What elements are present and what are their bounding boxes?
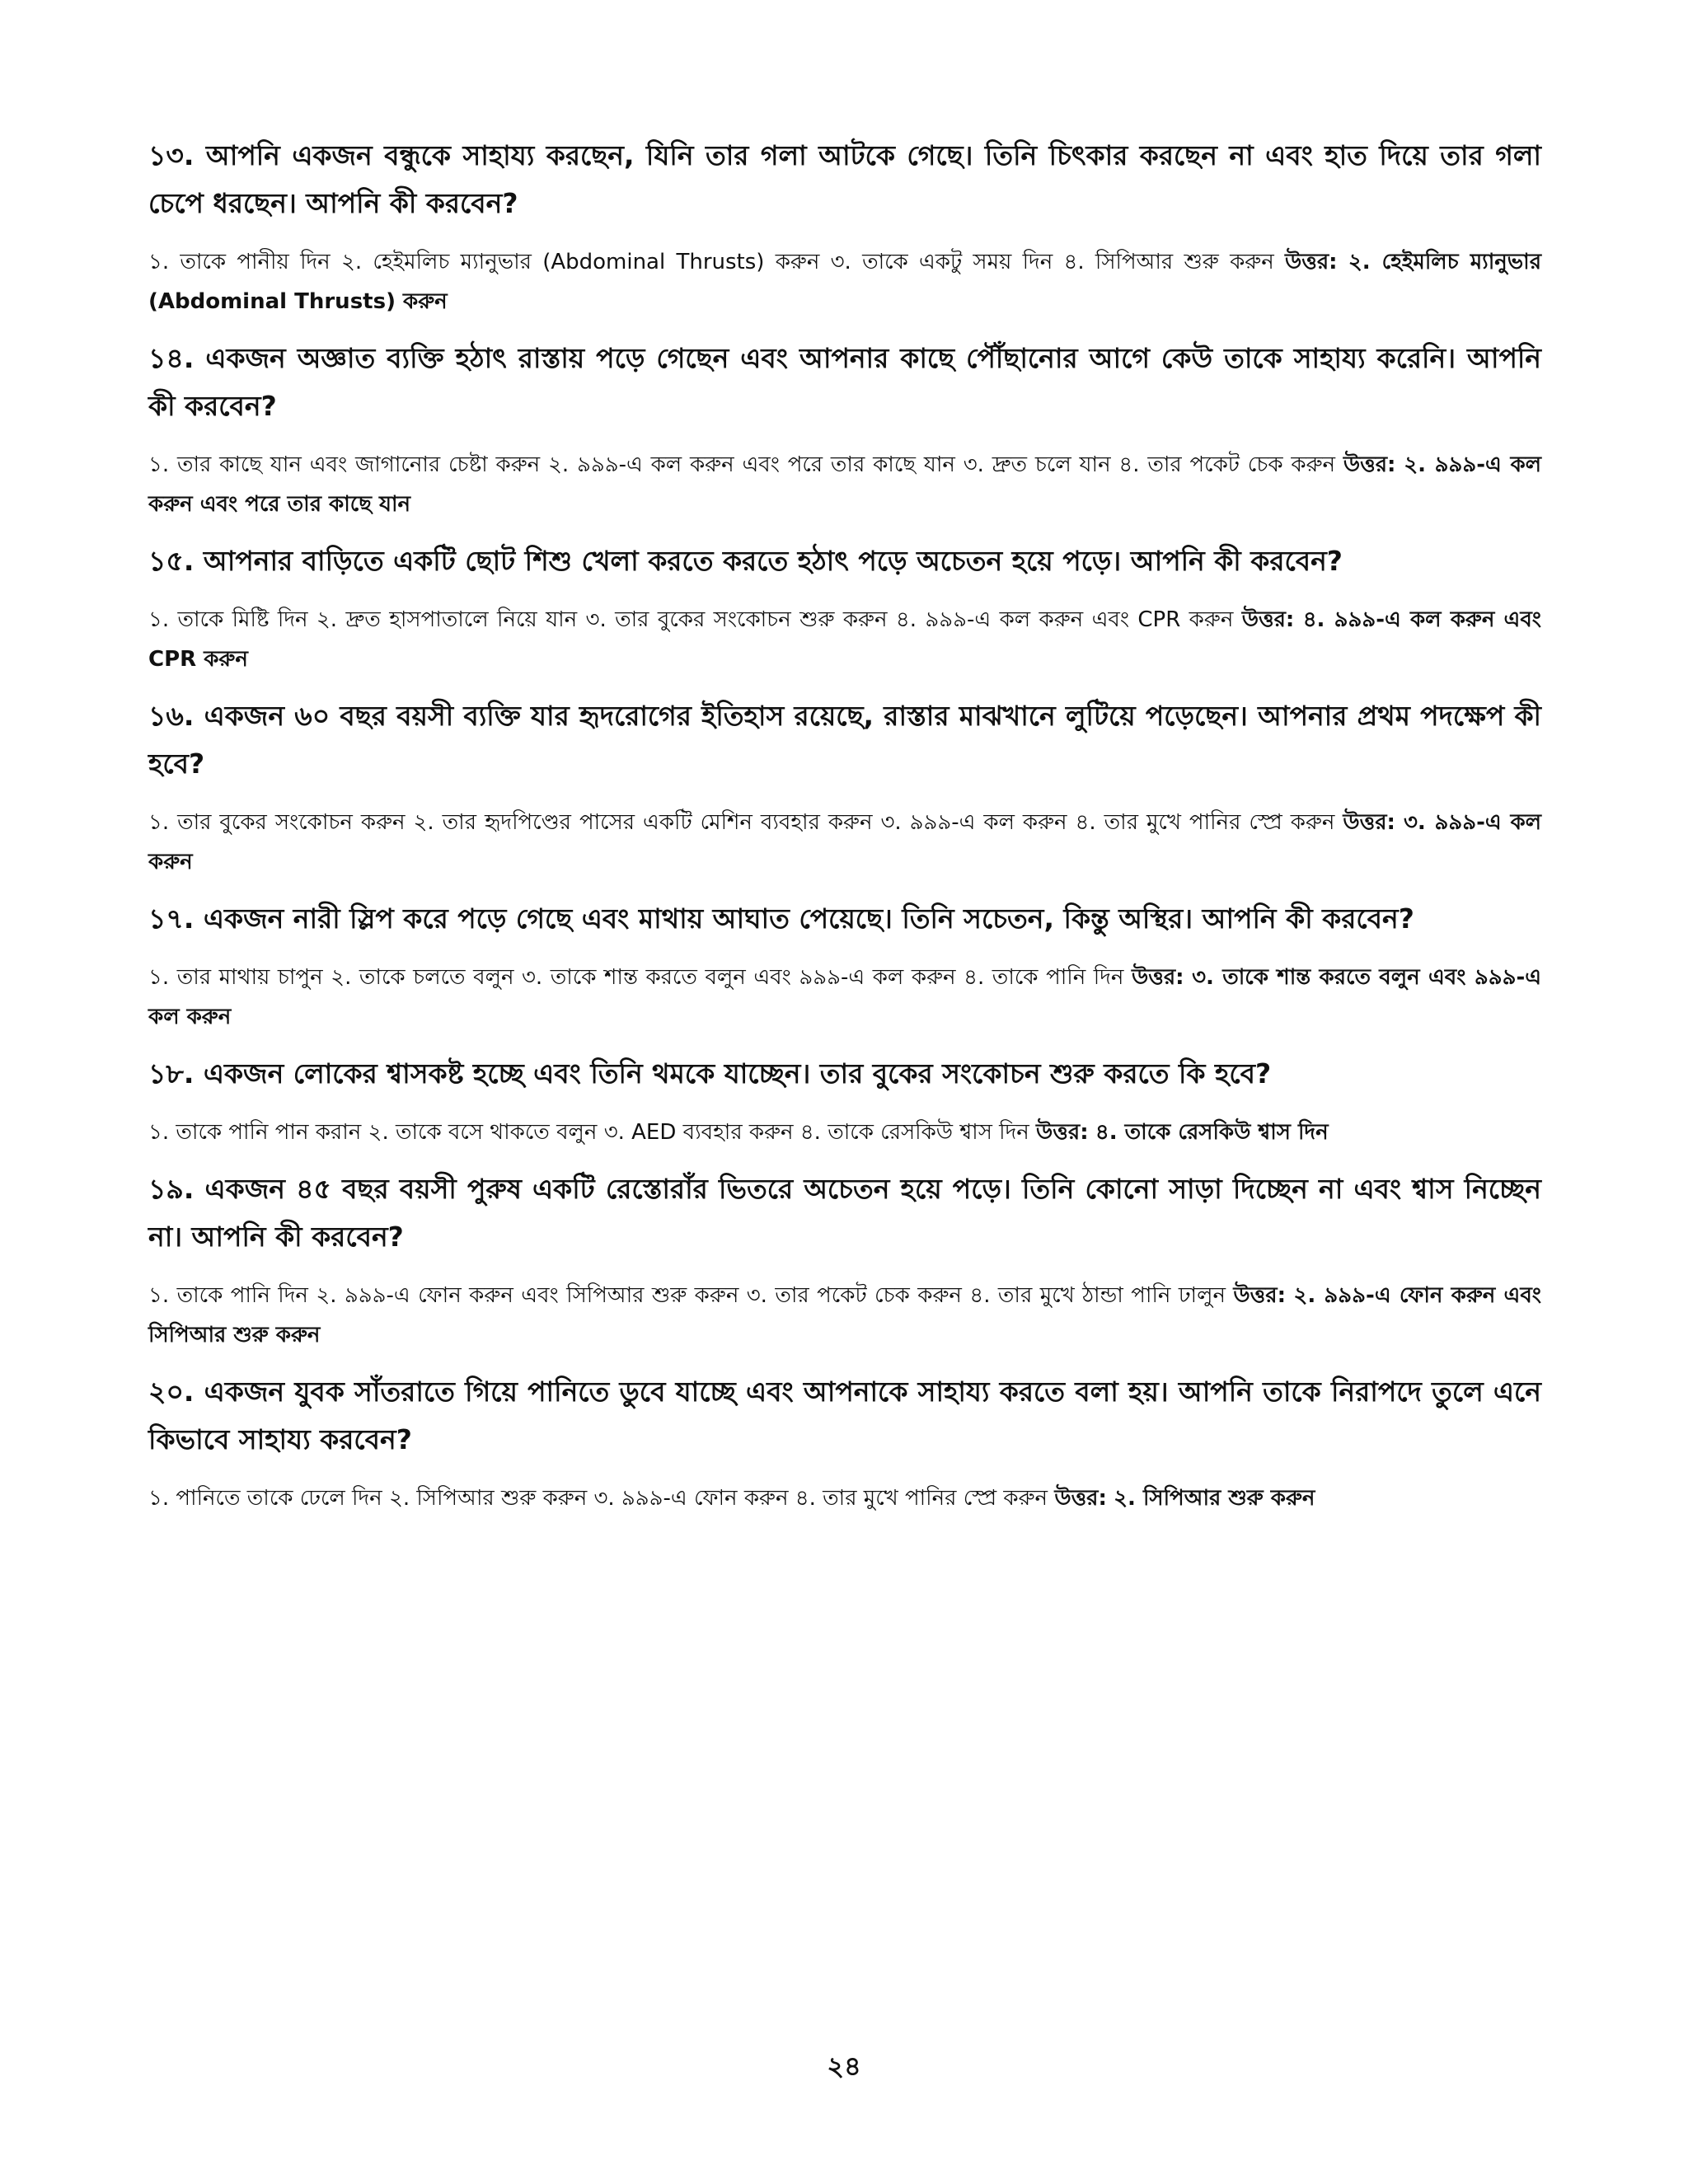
- answer-text: ২. ৯৯৯-এ কল করুন এবং পরে তার কাছে যান: [148, 452, 1542, 517]
- question-item-15: [148, 537, 1541, 679]
- answer-label: উত্তর:: [1285, 250, 1338, 274]
- answer-text: ২. সিপিআর শুরু করুন: [1114, 1486, 1315, 1511]
- answer-text: ৪. ৯৯৯-এ কল করুন এবং CPR করুন: [148, 607, 1541, 672]
- options-list: ১. তাকে মিষ্টি দিন ২. দ্রুত হাসপাতালে নিয়ে যান ৩. তার বুকের সংকোচন শুরু করুন ৪. ৯৯৯-এ কল করুন এবং CPR করুন: [148, 607, 1234, 632]
- question-text: ১৬. একজন ৬০ বছর বয়সী ব্যক্তি যার হৃদরোগের ইতিহাস রয়েছে, রাস্তার মাঝখানে লুটিয়ে পড়েছেন। আপনার প্রথম পদক্ষেপ কী হবে?: [148, 700, 1541, 780]
- answer-label: উত্তর:: [1241, 607, 1295, 632]
- answer-text: ৩. তাকে শান্ত করতে বলুন এবং ৯৯৯-এ কল করুন: [148, 965, 1542, 1029]
- answer-label: উত্তর:: [1131, 965, 1184, 990]
- question-item-17: [148, 895, 1541, 1037]
- question-text: ১৭. একজন নারী স্লিপ করে পড়ে গেছে এবং মাথায় আঘাত পেয়েছে। তিনি সচেতন, কিন্তু অস্থির। আপনি কী করবেন?: [148, 902, 1414, 935]
- options-text: [148, 1479, 1541, 1518]
- answer-text: ২. ৯৯৯-এ ফোন করুন এবং সিপিআর শুরু করুন: [148, 1283, 1541, 1347]
- options-list: ১. তাকে পানি পান করান ২. তাকে বসে থাকতে বলুন ৩. AED ব্যবহার করুন ৪. তাকে রেসকিউ শ্বাস দিন: [148, 1120, 1029, 1145]
- question-text: ১৯. একজন ৪৫ বছর বয়সী পুরুষ একটি রেস্তোরাঁর ভিতরে অচেতন হয়ে পড়ে। তিনি কোনো সাড়া দিচ্ছেন না এবং শ্বাস নিচ্ছেন না। আপনি কী করবেন?: [148, 1173, 1541, 1253]
- answer-text: ৪. তাকে রেসকিউ শ্বাস দিন: [1095, 1120, 1329, 1145]
- question-text: ১৩. আপনি একজন বন্ধুকে সাহায্য করছেন, যিনি তার গলা আটকে গেছে। তিনি চিৎকার করছেন না এবং হাত দিয়ে তার গলা চেপে ধরছেন। আপনি কী করবেন?: [148, 139, 1541, 219]
- question-item-16: [148, 692, 1541, 882]
- options-text: [148, 600, 1541, 679]
- options-list: ১. তার কাছে যান এবং জাগানোর চেষ্টা করুন ২. ৯৯৯-এ কল করুন এবং পরে তার কাছে যান ৩. দ্রুত চলে যান ৪. তার পকেট চেক করুন: [148, 452, 1336, 477]
- answer-text: ২. হেইমলিচ ম্যানুভার (Abdominal Thrusts) করুন: [148, 250, 1541, 314]
- question-list: [148, 132, 1541, 1531]
- options-text: [148, 958, 1541, 1037]
- page-number: ২৪: [827, 2050, 861, 2082]
- options-list: ১. তাকে পানি দিন ২. ৯৯৯-এ ফোন করুন এবং সিপিআর শুরু করুন ৩. তার পকেট চেক করুন ৪. তার মুখে ঠান্ডা পানি ঢালুন: [148, 1283, 1226, 1308]
- question-text: ১৮. একজন লোকের শ্বাসকষ্ট হচ্ছে এবং তিনি থমকে যাচ্ছেন। তার বুকের সংকোচন শুরু করতে কি হবে?: [148, 1057, 1272, 1090]
- options-text: [148, 1113, 1541, 1152]
- question-item-20: [148, 1368, 1541, 1518]
- question-item-13: [148, 132, 1541, 321]
- question-text: ২০. একজন যুবক সাঁতরাতে গিয়ে পানিতে ডুবে যাচ্ছে এবং আপনাকে সাহায্য করতে বলা হয়। আপনি তাকে নিরাপদে তুলে এনে কিভাবে সাহায্য করবেন?: [148, 1376, 1541, 1455]
- question-text: ১৪. একজন অজ্ঞাত ব্যক্তি হঠাৎ রাস্তায় পড়ে গেছেন এবং আপনার কাছে পৌঁছানোর আগে কেউ তাকে সাহায্য করেনি। আপনি কী করবেন?: [148, 342, 1541, 422]
- question-text: ১৫. আপনার বাড়িতে একটি ছোট শিশু খেলা করতে করতে হঠাৎ পড়ে অচেতন হয়ে পড়ে। আপনি কী করবেন?: [148, 545, 1343, 577]
- answer-text: ৩. ৯৯৯-এ কল করুন: [148, 810, 1542, 874]
- answer-label: উত্তর:: [1054, 1486, 1107, 1511]
- options-list: ১. তার বুকের সংকোচন করুন ২. তার হৃদপিণ্ডের পাসের একটি মেশিন ব্যবহার করুন ৩. ৯৯৯-এ কল করুন ৪. তার মুখে পানির স্প্রে করুন: [148, 810, 1335, 835]
- question-item-19: [148, 1165, 1541, 1355]
- options-list: ১. তাকে পানীয় দিন ২. হেইমলিচ ম্যানুভার (Abdominal Thrusts) করুন ৩. তাকে একটু সময় দিন ৪. সিপিআর শুরু করুন: [148, 250, 1274, 274]
- answer-label: উত্তর:: [1343, 810, 1395, 835]
- answer-label: উত্তর:: [1233, 1283, 1286, 1308]
- answer-label: উত্তর:: [1036, 1120, 1089, 1145]
- answer-label: উত্তর:: [1343, 452, 1396, 477]
- options-text: [148, 445, 1541, 524]
- question-item-14: [148, 335, 1541, 524]
- options-text: [148, 242, 1541, 321]
- options-list: ১. পানিতে তাকে ঢেলে দিন ২. সিপিআর শুরু করুন ৩. ৯৯৯-এ ফোন করুন ৪. তার মুখে পানির স্প্রে করুন: [148, 1486, 1048, 1511]
- options-list: ১. তার মাথায় চাপুন ২. তাকে চলতে বলুন ৩. তাকে শান্ত করতে বলুন এবং ৯৯৯-এ কল করুন ৪. তাকে পানি দিন: [148, 965, 1124, 990]
- options-text: [148, 803, 1541, 882]
- options-text: [148, 1276, 1541, 1355]
- question-item-18: [148, 1050, 1541, 1152]
